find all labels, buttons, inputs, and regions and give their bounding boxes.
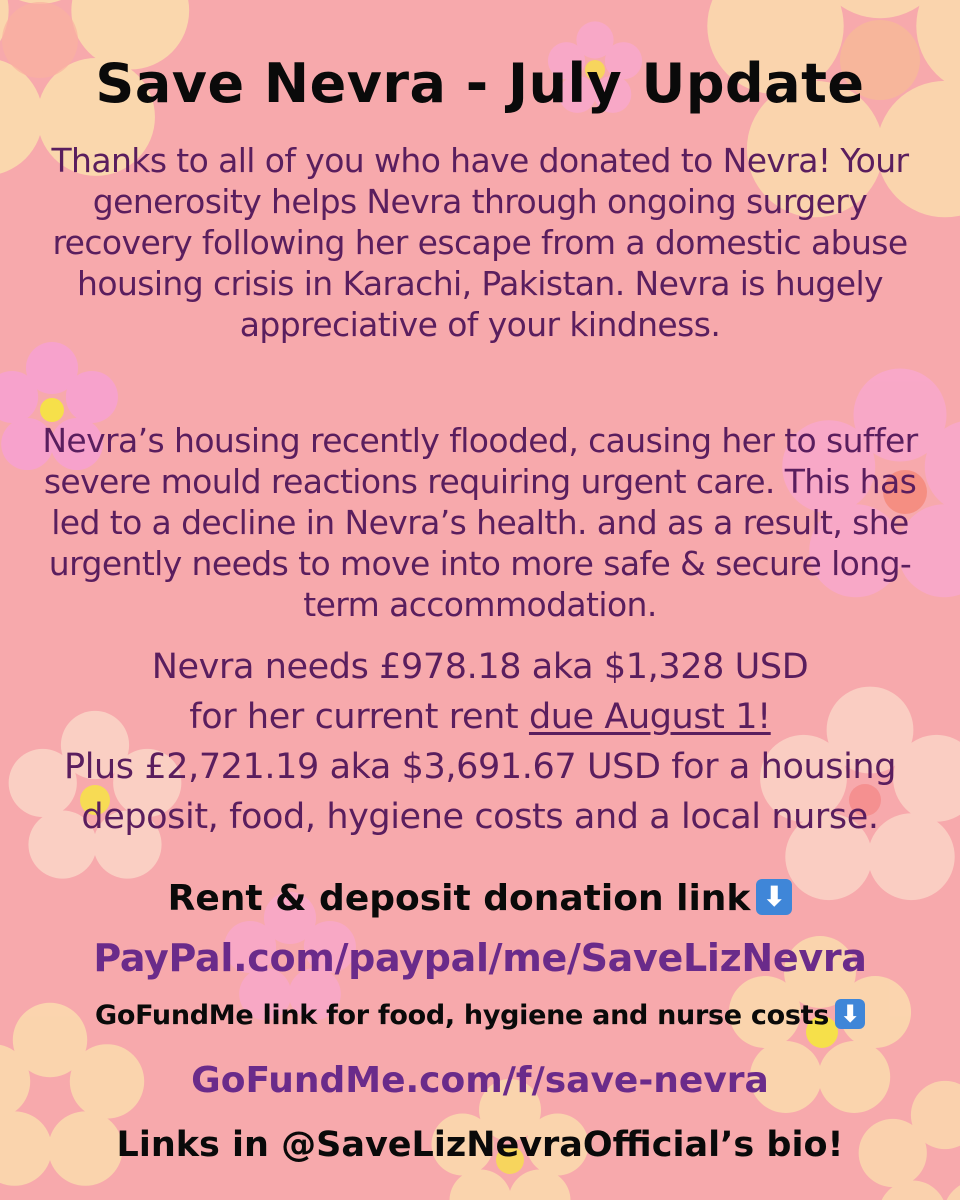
deposit-amount-line: Plus £2,721.19 aka $3,691.67 USD for a housing deposit, food, hygiene costs and a local nurse. xyxy=(63,747,897,837)
gofundme-heading-text: GoFundMe link for food, hygiene and nurse costs xyxy=(95,1000,829,1031)
housing-paragraph: Nevra’s housing recently flooded, causing her to suffer severe mould reactions requiring urgent care. This has led to a decline in Nevra’s health. and as a result, she urgently needs to move into more safe & secure long-term accommodation. xyxy=(42,421,918,624)
thanks-paragraph: Thanks to all of you who have donated to Nevra! Your generosity helps Nevra through ongoing surgery recovery following her escape from a domestic abuse housing crisis in Karachi, Pakistan. Nevra is hugely appreciative of your kindness. xyxy=(51,141,909,344)
rent-due-prefix: for her current rent xyxy=(189,697,519,737)
page-title: Save Nevra - July Update xyxy=(95,52,865,115)
funding-needs xyxy=(30,642,930,842)
paypal-link[interactable]: PayPal.com/paypal/me/SaveLizNevra xyxy=(93,936,867,980)
due-date: due August 1! xyxy=(528,697,771,737)
bio-links-note: Links in @SaveLizNevraOfficial’s bio! xyxy=(116,1125,844,1165)
gofundme-heading xyxy=(0,1000,960,1032)
gofundme-link[interactable]: GoFundMe.com/f/save-nevra xyxy=(191,1060,769,1101)
rent-amount-line: Nevra needs £978.18 aka $1,328 USD xyxy=(151,647,809,687)
down-arrow-icon: ⬇ xyxy=(756,879,792,915)
down-arrow-icon: ⬇ xyxy=(835,999,865,1029)
rent-due-line xyxy=(30,692,930,742)
rent-donation-heading xyxy=(0,878,960,919)
rent-donation-heading-text: Rent & deposit donation link xyxy=(167,878,751,919)
